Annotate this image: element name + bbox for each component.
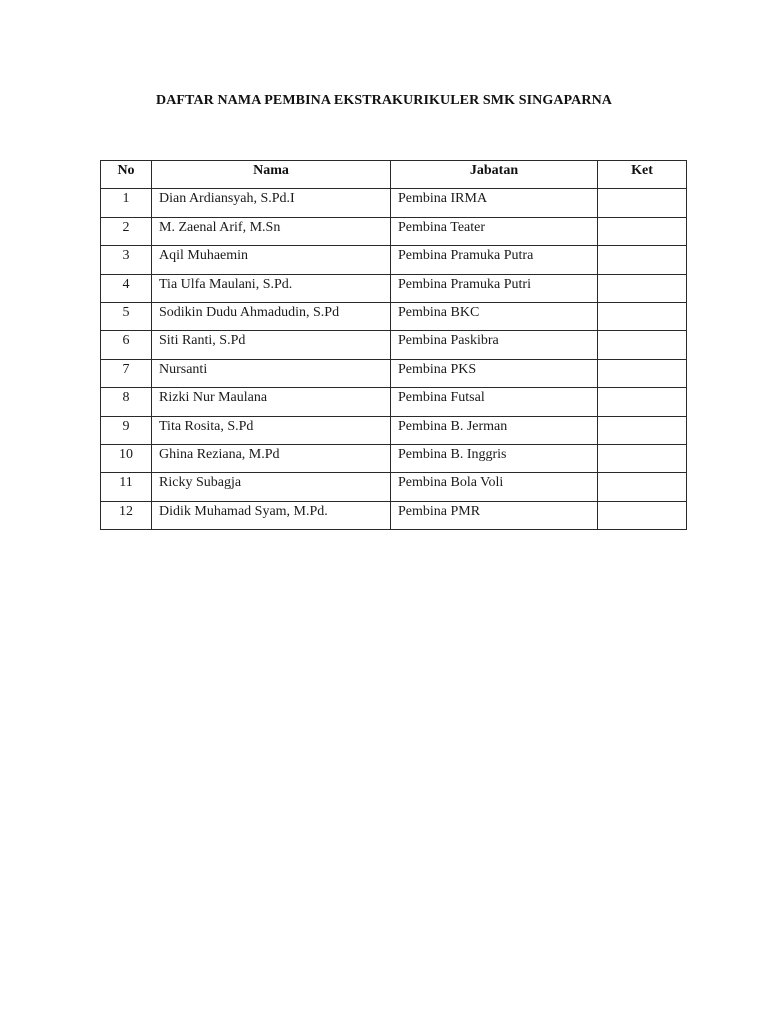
table-row [101,388,687,416]
table-body [101,189,687,530]
cell-ket [598,331,687,359]
cell-nama: Dian Ardiansyah, S.Pd.I [152,189,391,217]
cell-jabatan: Pembina Bola Voli [391,473,598,501]
header-no: No [101,161,152,189]
cell-ket [598,388,687,416]
cell-nama: Aqil Muhaemin [152,246,391,274]
cell-jabatan: Pembina Futsal [391,388,598,416]
table-row [101,444,687,472]
cell-no: 3 [101,246,152,274]
cell-no: 12 [101,501,152,529]
table-row [101,302,687,330]
cell-no: 6 [101,331,152,359]
cell-ket [598,416,687,444]
cell-nama: Sodikin Dudu Ahmadudin, S.Pd [152,302,391,330]
cell-jabatan: Pembina Teater [391,217,598,245]
cell-ket [598,274,687,302]
cell-ket [598,473,687,501]
cell-ket [598,217,687,245]
header-ket: Ket [598,161,687,189]
cell-no: 1 [101,189,152,217]
cell-ket [598,359,687,387]
header-nama: Nama [152,161,391,189]
cell-no: 9 [101,416,152,444]
cell-nama: Ghina Reziana, M.Pd [152,444,391,472]
cell-no: 11 [101,473,152,501]
table-row [101,217,687,245]
cell-ket [598,444,687,472]
cell-nama: Nursanti [152,359,391,387]
cell-nama: M. Zaenal Arif, M.Sn [152,217,391,245]
table-header-row [101,161,687,189]
cell-nama: Rizki Nur Maulana [152,388,391,416]
cell-ket [598,246,687,274]
cell-no: 7 [101,359,152,387]
table-header [101,161,687,189]
cell-jabatan: Pembina B. Inggris [391,444,598,472]
cell-ket [598,189,687,217]
cell-nama: Siti Ranti, S.Pd [152,331,391,359]
cell-jabatan: Pembina B. Jerman [391,416,598,444]
table-row [101,274,687,302]
cell-jabatan: Pembina PMR [391,501,598,529]
header-jabatan: Jabatan [391,161,598,189]
cell-ket [598,302,687,330]
cell-jabatan: Pembina BKC [391,302,598,330]
cell-no: 5 [101,302,152,330]
cell-jabatan: Pembina Pramuka Putra [391,246,598,274]
table-row [101,359,687,387]
cell-jabatan: Pembina Paskibra [391,331,598,359]
pembina-table [100,160,687,530]
cell-nama: Didik Muhamad Syam, M.Pd. [152,501,391,529]
cell-jabatan: Pembina PKS [391,359,598,387]
cell-nama: Ricky Subagja [152,473,391,501]
cell-ket [598,501,687,529]
table-row [101,501,687,529]
table-row [101,473,687,501]
cell-no: 2 [101,217,152,245]
cell-nama: Tita Rosita, S.Pd [152,416,391,444]
cell-nama: Tia Ulfa Maulani, S.Pd. [152,274,391,302]
table-row [101,331,687,359]
cell-jabatan: Pembina IRMA [391,189,598,217]
cell-jabatan: Pembina Pramuka Putri [391,274,598,302]
table-row [101,416,687,444]
cell-no: 10 [101,444,152,472]
table-row [101,246,687,274]
table-row [101,189,687,217]
cell-no: 4 [101,274,152,302]
cell-no: 8 [101,388,152,416]
page-title: DAFTAR NAMA PEMBINA EKSTRAKURIKULER SMK SINGAPARNA [155,93,612,108]
